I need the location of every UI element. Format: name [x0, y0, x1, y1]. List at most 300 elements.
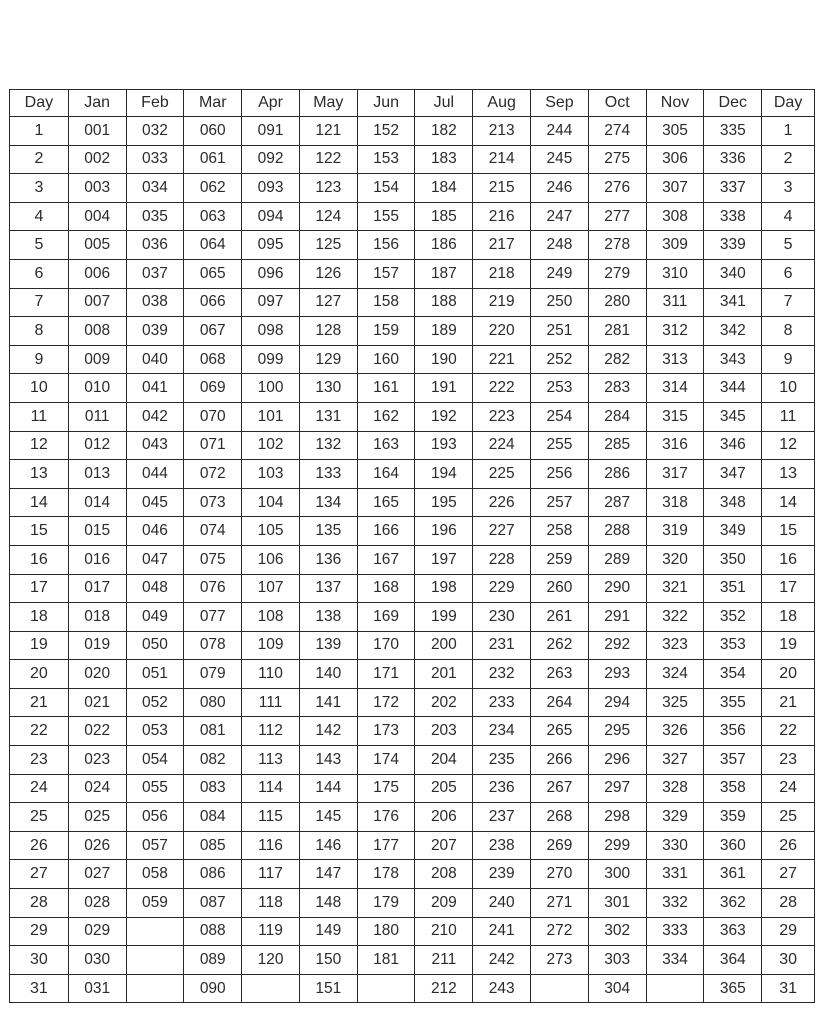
julian-day-cell: 060: [184, 117, 242, 146]
julian-day-cell: 028: [68, 889, 126, 918]
julian-day-cell: 082: [184, 746, 242, 775]
julian-day-cell: 273: [531, 946, 589, 975]
julian-day-cell: 189: [415, 317, 473, 346]
julian-day-cell: 132: [299, 431, 357, 460]
julian-day-cell: 096: [242, 259, 300, 288]
julian-day-cell: 059: [126, 889, 184, 918]
julian-day-cell: 111: [242, 688, 300, 717]
julian-day-cell: 119: [242, 917, 300, 946]
julian-day-cell: 045: [126, 488, 184, 517]
day-number-cell: 24: [10, 774, 69, 803]
julian-day-cell: 293: [588, 660, 646, 689]
day-number-cell: 23: [10, 746, 69, 775]
day-number-cell: 15: [10, 517, 69, 546]
julian-day-cell: 012: [68, 431, 126, 460]
julian-day-cell: 138: [299, 603, 357, 632]
julian-day-cell: 316: [646, 431, 704, 460]
julian-day-cell: 075: [184, 545, 242, 574]
julian-day-cell: 105: [242, 517, 300, 546]
julian-day-cell: 241: [473, 917, 531, 946]
julian-day-cell: 117: [242, 860, 300, 889]
julian-day-cell: 356: [704, 717, 762, 746]
julian-day-cell: 052: [126, 688, 184, 717]
julian-day-cell: 163: [357, 431, 415, 460]
header-oct: Oct: [588, 90, 646, 117]
julian-day-cell: 006: [68, 259, 126, 288]
table-row: [10, 374, 815, 403]
julian-day-cell: 165: [357, 488, 415, 517]
julian-day-cell: 303: [588, 946, 646, 975]
julian-day-cell: 304: [588, 974, 646, 1003]
julian-day-cell: 215: [473, 174, 531, 203]
julian-day-cell: 182: [415, 117, 473, 146]
julian-day-cell: 348: [704, 488, 762, 517]
julian-day-cell: 083: [184, 774, 242, 803]
julian-day-cell: 173: [357, 717, 415, 746]
julian-day-cell: 237: [473, 803, 531, 832]
julian-day-cell: 332: [646, 889, 704, 918]
julian-day-cell: 219: [473, 288, 531, 317]
julian-day-cell: 263: [531, 660, 589, 689]
julian-day-cell: 011: [68, 402, 126, 431]
julian-day-cell: 254: [531, 402, 589, 431]
julian-day-cell: 277: [588, 202, 646, 231]
julian-day-cell: 201: [415, 660, 473, 689]
julian-day-cell: 166: [357, 517, 415, 546]
julian-day-cell: 058: [126, 860, 184, 889]
julian-day-cell: 285: [588, 431, 646, 460]
day-number-cell: 22: [10, 717, 69, 746]
julian-day-cell: 209: [415, 889, 473, 918]
table-row: [10, 574, 815, 603]
julian-day-cell: 271: [531, 889, 589, 918]
header-apr: Apr: [242, 90, 300, 117]
julian-day-cell: 239: [473, 860, 531, 889]
julian-day-cell: 038: [126, 288, 184, 317]
julian-day-cell: 089: [184, 946, 242, 975]
julian-day-cell: 243: [473, 974, 531, 1003]
julian-day-cell: 015: [68, 517, 126, 546]
julian-day-cell: 043: [126, 431, 184, 460]
julian-day-cell: 289: [588, 545, 646, 574]
day-number-cell: 19: [10, 631, 69, 660]
julian-day-cell: 053: [126, 717, 184, 746]
julian-day-cell: 151: [299, 974, 357, 1003]
julian-day-cell: 009: [68, 345, 126, 374]
julian-day-cell: 341: [704, 288, 762, 317]
table-row: [10, 174, 815, 203]
julian-day-cell: 092: [242, 145, 300, 174]
julian-day-cell: 023: [68, 746, 126, 775]
julian-day-cell: 195: [415, 488, 473, 517]
julian-day-cell: 357: [704, 746, 762, 775]
julian-day-cell: 037: [126, 259, 184, 288]
julian-day-cell: 296: [588, 746, 646, 775]
julian-day-cell: 026: [68, 831, 126, 860]
julian-day-cell: 158: [357, 288, 415, 317]
julian-day-cell: 315: [646, 402, 704, 431]
table-row: [10, 288, 815, 317]
julian-day-cell: 168: [357, 574, 415, 603]
julian-day-cell: 107: [242, 574, 300, 603]
table-row: [10, 345, 815, 374]
julian-day-cell: 095: [242, 231, 300, 260]
julian-day-cell: 287: [588, 488, 646, 517]
julian-day-cell: 320: [646, 545, 704, 574]
day-number-cell: 12: [762, 431, 815, 460]
day-number-cell: 11: [762, 402, 815, 431]
julian-day-cell: 056: [126, 803, 184, 832]
julian-day-cell: 272: [531, 917, 589, 946]
julian-day-cell: 176: [357, 803, 415, 832]
day-number-cell: 16: [10, 545, 69, 574]
julian-day-cell: 282: [588, 345, 646, 374]
julian-day-cell: 078: [184, 631, 242, 660]
day-number-cell: 19: [762, 631, 815, 660]
julian-day-cell: 365: [704, 974, 762, 1003]
julian-day-cell: 242: [473, 946, 531, 975]
julian-day-cell: 035: [126, 202, 184, 231]
julian-day-cell: 062: [184, 174, 242, 203]
julian-day-cell: 323: [646, 631, 704, 660]
day-number-cell: 18: [762, 603, 815, 632]
julian-day-cell: 073: [184, 488, 242, 517]
julian-day-cell: 224: [473, 431, 531, 460]
julian-day-cell: 216: [473, 202, 531, 231]
julian-day-cell: 236: [473, 774, 531, 803]
julian-day-cell: 260: [531, 574, 589, 603]
julian-day-cell: 340: [704, 259, 762, 288]
julian-day-cell: [126, 917, 184, 946]
julian-day-cell: 228: [473, 545, 531, 574]
julian-day-cell: 328: [646, 774, 704, 803]
table-row: [10, 889, 815, 918]
julian-day-cell: 206: [415, 803, 473, 832]
julian-day-cell: 003: [68, 174, 126, 203]
julian-day-cell: 318: [646, 488, 704, 517]
julian-day-cell: 149: [299, 917, 357, 946]
julian-day-cell: [126, 946, 184, 975]
day-number-cell: 8: [762, 317, 815, 346]
julian-day-cell: 199: [415, 603, 473, 632]
day-number-cell: 26: [10, 831, 69, 860]
julian-day-cell: 286: [588, 460, 646, 489]
julian-day-cell: 256: [531, 460, 589, 489]
julian-day-cell: 202: [415, 688, 473, 717]
day-number-cell: 8: [10, 317, 69, 346]
julian-day-cell: 120: [242, 946, 300, 975]
julian-day-cell: 126: [299, 259, 357, 288]
table-row: [10, 774, 815, 803]
day-number-cell: 10: [762, 374, 815, 403]
julian-day-cell: 177: [357, 831, 415, 860]
julian-day-cell: 067: [184, 317, 242, 346]
julian-day-cell: 226: [473, 488, 531, 517]
day-number-cell: 9: [762, 345, 815, 374]
julian-day-cell: 034: [126, 174, 184, 203]
julian-day-cell: 153: [357, 145, 415, 174]
julian-day-cell: 240: [473, 889, 531, 918]
julian-day-cell: 279: [588, 259, 646, 288]
julian-day-cell: 122: [299, 145, 357, 174]
julian-day-cell: 193: [415, 431, 473, 460]
julian-day-cell: 174: [357, 746, 415, 775]
julian-day-cell: 221: [473, 345, 531, 374]
day-number-cell: 7: [10, 288, 69, 317]
julian-day-cell: 191: [415, 374, 473, 403]
day-number-cell: 30: [762, 946, 815, 975]
julian-day-cell: 352: [704, 603, 762, 632]
day-number-cell: 4: [762, 202, 815, 231]
julian-day-cell: 084: [184, 803, 242, 832]
julian-day-cell: 258: [531, 517, 589, 546]
table-row: [10, 317, 815, 346]
table-row: [10, 803, 815, 832]
julian-day-cell: 097: [242, 288, 300, 317]
julian-day-cell: 055: [126, 774, 184, 803]
julian-day-cell: 014: [68, 488, 126, 517]
julian-day-cell: 041: [126, 374, 184, 403]
day-number-cell: 14: [10, 488, 69, 517]
julian-day-cell: 048: [126, 574, 184, 603]
julian-day-cell: 116: [242, 831, 300, 860]
julian-day-cell: 302: [588, 917, 646, 946]
julian-day-cell: 108: [242, 603, 300, 632]
day-number-cell: 21: [762, 688, 815, 717]
day-number-cell: 16: [762, 545, 815, 574]
julian-day-cell: 310: [646, 259, 704, 288]
day-number-cell: 25: [762, 803, 815, 832]
day-number-cell: 31: [762, 974, 815, 1003]
header-jul: Jul: [415, 90, 473, 117]
header-may: May: [299, 90, 357, 117]
julian-day-cell: 025: [68, 803, 126, 832]
julian-day-cell: 032: [126, 117, 184, 146]
julian-day-cell: 001: [68, 117, 126, 146]
julian-day-cell: 162: [357, 402, 415, 431]
header-day-left: Day: [10, 90, 69, 117]
julian-day-cell: 099: [242, 345, 300, 374]
julian-day-cell: 029: [68, 917, 126, 946]
day-number-cell: 20: [10, 660, 69, 689]
table-row: [10, 117, 815, 146]
julian-day-cell: 134: [299, 488, 357, 517]
julian-day-cell: 227: [473, 517, 531, 546]
julian-day-cell: 294: [588, 688, 646, 717]
julian-day-cell: 220: [473, 317, 531, 346]
header-feb: Feb: [126, 90, 184, 117]
julian-day-cell: 335: [704, 117, 762, 146]
julian-day-cell: 022: [68, 717, 126, 746]
julian-day-cell: 325: [646, 688, 704, 717]
julian-day-cell: 152: [357, 117, 415, 146]
day-number-cell: 12: [10, 431, 69, 460]
julian-day-cell: 109: [242, 631, 300, 660]
day-number-cell: 9: [10, 345, 69, 374]
julian-day-cell: 205: [415, 774, 473, 803]
day-number-cell: 30: [10, 946, 69, 975]
julian-day-cell: 147: [299, 860, 357, 889]
julian-day-cell: 090: [184, 974, 242, 1003]
julian-day-cell: 185: [415, 202, 473, 231]
julian-day-cell: 253: [531, 374, 589, 403]
table-row: [10, 946, 815, 975]
julian-day-cell: 213: [473, 117, 531, 146]
julian-day-cell: 070: [184, 402, 242, 431]
header-jun: Jun: [357, 90, 415, 117]
julian-day-cell: 190: [415, 345, 473, 374]
julian-day-cell: 019: [68, 631, 126, 660]
julian-day-cell: [242, 974, 300, 1003]
julian-day-cell: 322: [646, 603, 704, 632]
julian-day-cell: 188: [415, 288, 473, 317]
julian-day-cell: 086: [184, 860, 242, 889]
julian-day-cell: 169: [357, 603, 415, 632]
julian-day-cell: 049: [126, 603, 184, 632]
julian-day-cell: 196: [415, 517, 473, 546]
julian-day-cell: 207: [415, 831, 473, 860]
julian-day-cell: 137: [299, 574, 357, 603]
julian-day-cell: 331: [646, 860, 704, 889]
table-row: [10, 974, 815, 1003]
table-header-row: [10, 90, 815, 117]
day-number-cell: 1: [10, 117, 69, 146]
julian-day-cell: 312: [646, 317, 704, 346]
julian-day-cell: 305: [646, 117, 704, 146]
day-number-cell: 3: [762, 174, 815, 203]
julian-day-cell: 326: [646, 717, 704, 746]
table-row: [10, 917, 815, 946]
day-number-cell: 6: [10, 259, 69, 288]
julian-day-cell: 142: [299, 717, 357, 746]
day-number-cell: 27: [10, 860, 69, 889]
day-number-cell: 21: [10, 688, 69, 717]
table-row: [10, 488, 815, 517]
julian-day-cell: 033: [126, 145, 184, 174]
julian-day-cell: 297: [588, 774, 646, 803]
day-number-cell: 26: [762, 831, 815, 860]
julian-day-cell: 183: [415, 145, 473, 174]
day-number-cell: 20: [762, 660, 815, 689]
julian-day-cell: 308: [646, 202, 704, 231]
julian-day-cell: 208: [415, 860, 473, 889]
julian-day-cell: 295: [588, 717, 646, 746]
julian-day-cell: 334: [646, 946, 704, 975]
julian-day-cell: 313: [646, 345, 704, 374]
julian-day-cell: 091: [242, 117, 300, 146]
julian-day-cell: 217: [473, 231, 531, 260]
julian-day-cell: 299: [588, 831, 646, 860]
julian-day-cell: 222: [473, 374, 531, 403]
julian-day-cell: 101: [242, 402, 300, 431]
julian-day-cell: [357, 974, 415, 1003]
julian-day-cell: 344: [704, 374, 762, 403]
julian-day-cell: 264: [531, 688, 589, 717]
julian-day-cell: 017: [68, 574, 126, 603]
julian-day-cell: 160: [357, 345, 415, 374]
day-number-cell: 3: [10, 174, 69, 203]
julian-day-cell: 246: [531, 174, 589, 203]
julian-day-cell: 102: [242, 431, 300, 460]
julian-day-cell: 008: [68, 317, 126, 346]
julian-day-cell: 130: [299, 374, 357, 403]
julian-day-cell: 192: [415, 402, 473, 431]
table-row: [10, 688, 815, 717]
julian-day-cell: 233: [473, 688, 531, 717]
julian-day-cell: 252: [531, 345, 589, 374]
julian-day-cell: 288: [588, 517, 646, 546]
julian-day-cell: 259: [531, 545, 589, 574]
julian-day-cell: 181: [357, 946, 415, 975]
julian-day-cell: 300: [588, 860, 646, 889]
julian-day-cell: 362: [704, 889, 762, 918]
julian-day-cell: 127: [299, 288, 357, 317]
julian-day-cell: 124: [299, 202, 357, 231]
table-row: [10, 460, 815, 489]
julian-day-cell: [646, 974, 704, 1003]
julian-day-cell: 093: [242, 174, 300, 203]
julian-day-cell: 050: [126, 631, 184, 660]
day-number-cell: 1: [762, 117, 815, 146]
julian-day-cell: 081: [184, 717, 242, 746]
julian-day-cell: 311: [646, 288, 704, 317]
julian-day-cell: 262: [531, 631, 589, 660]
day-number-cell: 31: [10, 974, 69, 1003]
julian-day-cell: 255: [531, 431, 589, 460]
julian-day-cell: 145: [299, 803, 357, 832]
julian-day-cell: 094: [242, 202, 300, 231]
table-row: [10, 717, 815, 746]
julian-day-cell: 100: [242, 374, 300, 403]
julian-day-cell: 360: [704, 831, 762, 860]
day-number-cell: 6: [762, 259, 815, 288]
julian-day-cell: 306: [646, 145, 704, 174]
julian-day-cell: 350: [704, 545, 762, 574]
julian-day-cell: 337: [704, 174, 762, 203]
julian-day-cell: 024: [68, 774, 126, 803]
day-number-cell: 17: [10, 574, 69, 603]
julian-day-cell: 129: [299, 345, 357, 374]
julian-day-cell: 361: [704, 860, 762, 889]
table-row: [10, 145, 815, 174]
julian-day-cell: 004: [68, 202, 126, 231]
julian-day-cell: 301: [588, 889, 646, 918]
julian-day-cell: 309: [646, 231, 704, 260]
julian-day-cell: 346: [704, 431, 762, 460]
julian-day-cell: 080: [184, 688, 242, 717]
julian-day-cell: 180: [357, 917, 415, 946]
table-row: [10, 860, 815, 889]
header-aug: Aug: [473, 90, 531, 117]
julian-day-cell: 077: [184, 603, 242, 632]
day-number-cell: 5: [762, 231, 815, 260]
julian-day-cell: 065: [184, 259, 242, 288]
julian-day-cell: 194: [415, 460, 473, 489]
julian-day-cell: 339: [704, 231, 762, 260]
julian-day-cell: 007: [68, 288, 126, 317]
julian-day-cell: 146: [299, 831, 357, 860]
julian-day-cell: 231: [473, 631, 531, 660]
table-row: [10, 259, 815, 288]
julian-day-cell: 186: [415, 231, 473, 260]
day-number-cell: 27: [762, 860, 815, 889]
julian-day-cell: 046: [126, 517, 184, 546]
table-body: [10, 117, 815, 1003]
julian-day-cell: 072: [184, 460, 242, 489]
julian-day-cell: 170: [357, 631, 415, 660]
table-row: [10, 603, 815, 632]
day-number-cell: 28: [762, 889, 815, 918]
